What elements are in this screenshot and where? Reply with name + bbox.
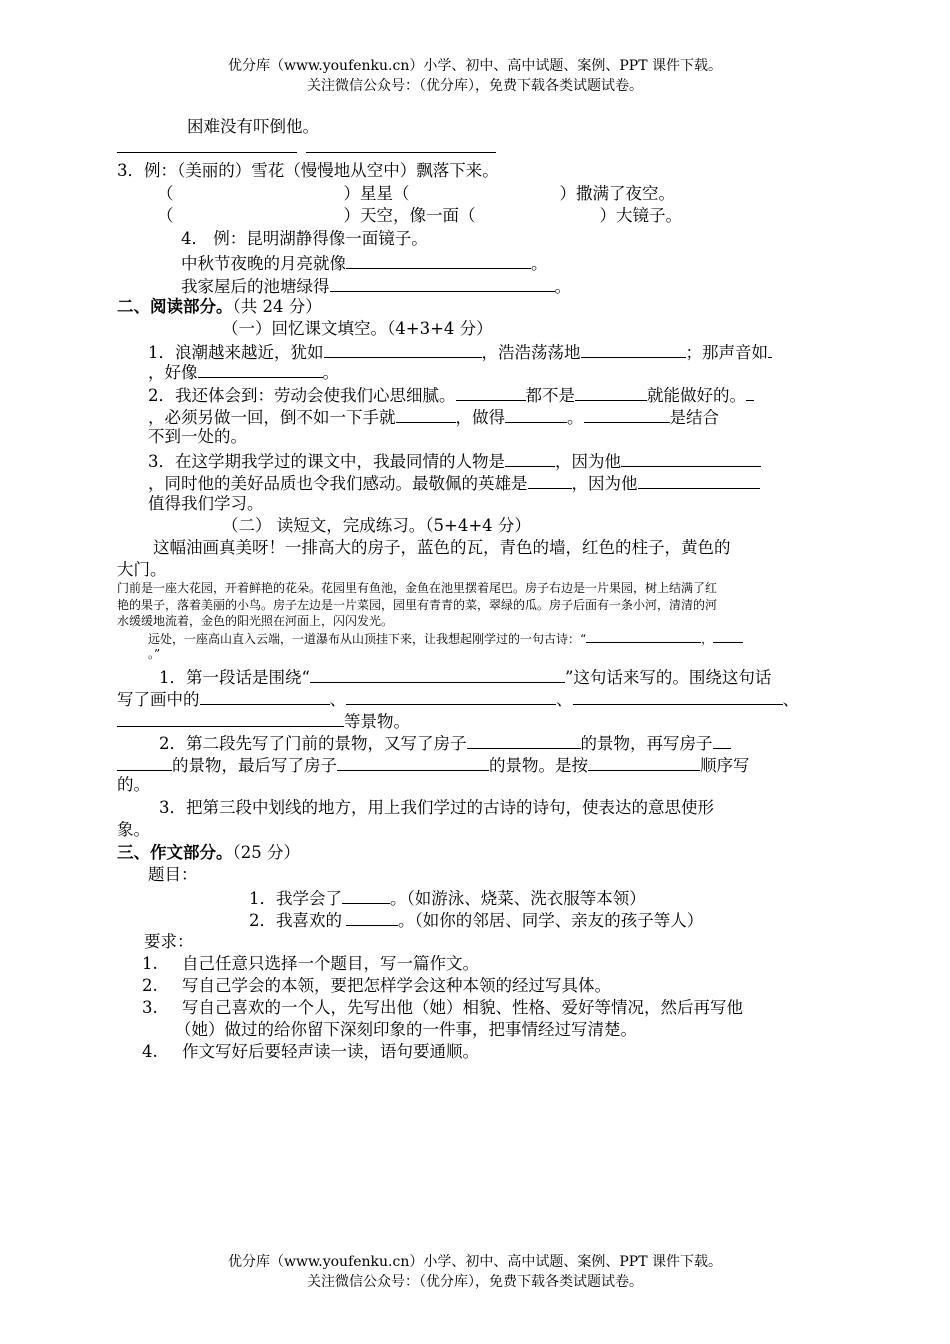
passage-p2-line3: 水缓缓地流着，金色的阳光照在河面上，闪闪发光。: [117, 614, 394, 628]
requirements-label: 要求：: [144, 932, 194, 951]
sub1-q1-line2: ，好像 。: [148, 360, 339, 384]
req-text: 自己任意只选择一个题目，写一篇作文。: [182, 954, 479, 973]
blank[interactable]: [638, 471, 760, 489]
blank[interactable]: [573, 687, 783, 705]
sub1-q1-line1: 1．浪潮越来越近，犹如 ，浩浩荡荡地 ；那声音如: [148, 340, 772, 364]
blank[interactable]: [324, 340, 482, 358]
answer-line: [117, 152, 297, 153]
blank[interactable]: [467, 731, 581, 749]
blank[interactable]: [200, 687, 330, 705]
blank[interactable]: [528, 471, 572, 489]
blank[interactable]: [117, 753, 172, 771]
req-num: 3.: [142, 998, 158, 1017]
blank[interactable]: [584, 405, 670, 423]
sub1-title: （一）回忆课文填空。（4+3+4 分）: [222, 319, 493, 338]
blank[interactable]: [117, 709, 344, 727]
sub2-q1-line3: 等景物。: [117, 709, 410, 733]
q3-row1: （ ）星星（ ）撒满了夜空。: [157, 184, 675, 203]
footer-line-1: 优分库（www.youfenku.cn）小学、初中、高中试题、案例、PPT 课件下载。: [227, 1254, 722, 1270]
sub1-q3-line1: 3．在这学期我学过的课文中，我最同情的人物是 ，因为他: [148, 449, 761, 473]
blank[interactable]: [346, 687, 556, 705]
topic-1: 1．我学会了 。（如游泳、烧菜、洗衣服等本领）: [249, 886, 646, 910]
sub2-title: （二） 读短文，完成练习。（5+4+4 分）: [222, 516, 531, 535]
blank[interactable]: [198, 360, 323, 378]
req-text: 写自己学会的本领，要把怎样学会这种本领的经过写具体。: [182, 976, 611, 995]
topic-label: 题目：: [148, 865, 198, 884]
continued-sentence: 困难没有吓倒他。: [187, 117, 319, 136]
blank[interactable]: [621, 449, 761, 467]
blank[interactable]: [581, 340, 686, 358]
page-footer: [0, 1252, 950, 1292]
q4-line2: 我家屋后的池塘绿得 。: [181, 274, 571, 298]
passage-p1-line2: 大门。: [117, 560, 167, 579]
blank[interactable]: [346, 251, 531, 269]
req-num: 2.: [142, 976, 158, 995]
sub1-q2-line3: 不到一处的。: [148, 427, 247, 446]
blank[interactable]: [456, 383, 526, 401]
page-header: [0, 56, 950, 96]
topic-2: 2．我喜欢的 。（如你的邻居、同学、亲友的孩子等人）: [249, 908, 703, 932]
blank[interactable]: [588, 753, 700, 771]
blank[interactable]: [337, 753, 489, 771]
blank[interactable]: [713, 630, 743, 643]
sub2-q1-line2: 写了画中的 、 、 、: [117, 687, 799, 711]
q4-line1: 中秋节夜晚的月亮就像 。: [181, 251, 548, 275]
sub1-q3-line3: 值得我们学习。: [148, 494, 264, 513]
sub1-q3-line2: ，同时他的美好品质也令我们感动。最敬佩的英雄是 ，因为他: [148, 471, 760, 495]
passage-p2-line1: 门前是一座大花园，开着鲜艳的花朵。花园里有鱼池，金鱼在池里摆着尾巴。房子右边是一片果园，树上结满了红: [117, 581, 718, 595]
passage-p3-line2: 。”: [148, 647, 161, 661]
sub2-q2-line1: 2．第二段先写了门前的景物，又写了房子 的景物，再写房子: [159, 731, 731, 755]
blank[interactable]: [768, 340, 772, 358]
header-line-1: 优分库（www.youfenku.cn）小学、初中、高中试题、案例、PPT 课件下载。: [227, 58, 722, 74]
blank[interactable]: [713, 731, 731, 749]
req-text-cont: （她）做过的给你留下深刻印象的一件事，把事情经过写清楚。: [175, 1020, 637, 1039]
part2-title: 二、阅读部分。（共 24 分）: [117, 297, 322, 316]
blank[interactable]: [505, 405, 567, 423]
blank[interactable]: [396, 405, 456, 423]
blank[interactable]: [346, 908, 398, 926]
blank[interactable]: [575, 383, 647, 401]
q3-row2: （ ）天空，像一面（ ）大镜子。: [157, 206, 682, 225]
footer-line-2: 关注微信公众号：（优分库），免费下载各类试题试卷。: [307, 1274, 643, 1290]
part3-title: 三、作文部分。（25 分）: [117, 843, 300, 862]
passage-p2-line2: 艳的果子，落着美丽的小鸟。房子左边是一片菜园，园里有青青的菜，翠绿的瓜。房子后面有一条小河，清清的河: [117, 598, 718, 612]
sub2-q1-line1: 1．第一段话是围绕“ ”这句话来写的。围绕这句话: [159, 665, 771, 689]
q3-example: 3．例：（美丽的）雪花（慢慢地从空中）飘落下来。: [117, 161, 499, 180]
blank[interactable]: [505, 449, 555, 467]
sub1-q2-line1: 2．我还体会到：劳动会使我们心思细腻。 都不是 就能做好的。: [148, 383, 754, 407]
q4-example: 4． 例：昆明湖静得像一面镜子。: [181, 229, 428, 248]
sub2-q3-line2: 象。: [117, 820, 150, 839]
passage-p1-line1: 这幅油画真美呀！一排高大的房子，蓝色的瓦，青色的墙，红色的柱子，黄色的: [153, 538, 731, 557]
header-line-2: 关注微信公众号：（优分库），免费下载各类试题试卷。: [307, 78, 643, 94]
sub2-q2-line3: 的。: [117, 775, 150, 794]
req-text: 写自己喜欢的一个人，先写出他（她）相貌、性格、爱好等情况，然后再写他: [182, 998, 743, 1017]
sub2-q3-line1: 3．把第三段中划线的地方，用上我们学过的古诗的诗句，使表达的意思使形: [159, 798, 714, 817]
blank[interactable]: [746, 383, 754, 401]
blank[interactable]: [310, 665, 565, 683]
passage-p3-line1: 远处，一座高山直入云端，一道瀑布从山顶挂下来，让我想起刚学过的一句古诗：“ ，: [148, 630, 743, 648]
blank[interactable]: [342, 886, 390, 904]
sub1-q2-line2: ，必须另做一回，倒不如一下手就 ，做得 。 是结合: [148, 405, 719, 429]
sub2-q2-line2: 的景物，最后写了房子 的景物。是按 顺序写: [117, 753, 750, 777]
req-num: 4.: [142, 1042, 158, 1061]
blank[interactable]: [586, 630, 701, 643]
answer-line: [306, 152, 496, 153]
blank[interactable]: [330, 274, 555, 292]
req-num: 1.: [142, 954, 158, 973]
req-text: 作文写好后要轻声读一读，语句要通顺。: [182, 1042, 479, 1061]
